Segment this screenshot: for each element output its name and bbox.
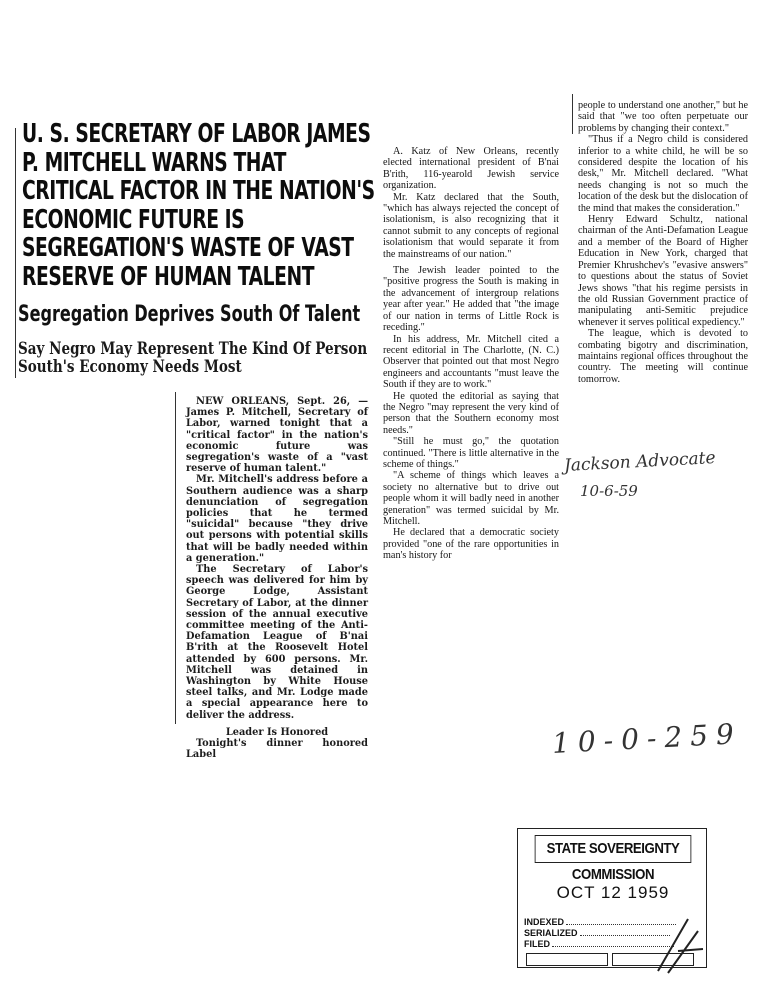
handwritten-date: 10-6-59 bbox=[580, 482, 638, 500]
col3-paragraph-3: Henry Edward Schultz, national chairman of the Anti-Defamation League and a member of the Board of Higher Education in New York, charged that Premier Khrushchev's "evasive answers" to questions about the status of Soviet Jews shows "that his regime persists in the old Russian Government practice of manipulating anti-Semitic prejudice whenever it serves political expediency." bbox=[578, 214, 748, 328]
col2-paragraph-4: In his address, Mr. Mitchell cited a recent editorial in The Charlotte, (N. C.) Observer that pointed out that most Negro engineers and accountants "must leave the South if they are to work." bbox=[383, 333, 559, 391]
handwritten-source: Jackson Advocate bbox=[563, 448, 717, 476]
handwritten-initials-icon bbox=[648, 911, 708, 981]
headline: U. S. SECRETARY OF LABOR JAMES P. MITCHELL WARNS THAT CRITICAL FACTOR IN THE NATION'S ECONOMIC FUTURE IS SEGREGATION'S WASTE OF VAST RESERVE OF HUMAN TALENT bbox=[22, 119, 375, 292]
commission-stamp bbox=[517, 828, 707, 968]
col3-paragraph-2: "Thus if a Negro child is considered inferior to a white child, he will be so considered despite the location of his desk," Mr. Mitchell declared. "What needs changing is not so much the location of the desk but the dislocation of the mind that makes the consideration." bbox=[578, 134, 748, 214]
col3-paragraph-1: people to understand one another," but he said that "we too often perpetuate our problems by changing their context." bbox=[578, 100, 748, 134]
col2-paragraph-6: "Still he must go," the quotation continued. "There is little alternative in the scheme of things." bbox=[383, 436, 559, 470]
col1-paragraph-1: NEW ORLEANS, Sept. 26, — James P. Mitchell, Secretary of Labor, warned tonight that a "critical factor" in the nation's economic future was segregation's waste of a "vast reserve of human talent." bbox=[186, 396, 368, 475]
col1-subhead: Leader Is Honored bbox=[225, 726, 329, 738]
article-column-3 bbox=[578, 100, 748, 385]
col2-paragraph-1: A. Katz of New Orleans, recently elected international president of B'nai B'rith, 116-yearold Jewish service organization. bbox=[383, 146, 559, 192]
stamp-date: OCT 12 1959 bbox=[556, 883, 670, 902]
col2-paragraph-2: Mr. Katz declared that the South, "which has always rejected the concept of isolationism, is also recognizing that it cannot submit to any concepts of regional isolationism that would separate it from the mainstreams of our nation." bbox=[383, 191, 559, 260]
clipping-border-top-right bbox=[572, 94, 573, 134]
col2-paragraph-8: He declared that a democratic society provided "one of the rare opportunities in man's history for bbox=[383, 527, 559, 562]
stamp-box-left bbox=[526, 953, 608, 966]
clipping-border-bottom bbox=[175, 392, 176, 724]
col2-paragraph-7: "A scheme of things which leaves a society no alternative but to drive out people whom it will badly need in another generation" was termed suicidal by Mr. Mitchell. bbox=[383, 470, 559, 527]
article-column-2 bbox=[383, 146, 559, 562]
stamp-indexed-label: INDEXED bbox=[524, 917, 565, 927]
stamp-serialized-label: SERIALIZED bbox=[524, 928, 578, 938]
col1-paragraph-3: The Secretary of Labor's speech was delivered for him by George Lodge, Assistant Secretary of Labor, at the dinner session of the annual executive committee meeting of the Anti-Defamation League of B'nai B'rith at the Roosevelt Hotel attended by 600 persons. Mr. Mitchell was detained in Washington by White House steel talks, and Mr. Lodge made a special appearance here to deliver the address. bbox=[186, 564, 368, 721]
col2-paragraph-5: He quoted the editorial as saying that the Negro "may represent the very kind of person that the Southern economy most needs." bbox=[383, 390, 559, 436]
clipping-border-left bbox=[15, 128, 16, 378]
col2-paragraph-3: The Jewish leader pointed to the "positive progress the South is making in the advancement of intergroup relations year after year." He added that "the image of our nation in terms of Little Rock is receding." bbox=[383, 265, 559, 334]
subheadline-secondary: Say Negro May Represent The Kind Of Person South's Economy Needs Most bbox=[18, 339, 368, 376]
col1-paragraph-2: Mr. Mitchell's address before a Southern audience was a sharp denunciation of segregation policies that he termed "suicidal" because "they drive out persons with potential skills that will be badly needed within a generation." bbox=[186, 474, 368, 564]
stamp-filed-label: FILED bbox=[524, 939, 550, 949]
stamp-title: STATE SOVEREIGNTY COMMISSION bbox=[535, 835, 692, 863]
article-column-1 bbox=[186, 396, 368, 761]
col3-paragraph-4: The league, which is devoted to combating bigotry and discrimination, maintains regional offices throughout the country. The meeting will continue tomorrow. bbox=[578, 328, 748, 385]
handwritten-file-number: 10-0-259 bbox=[551, 717, 743, 760]
col1-last-line: Tonight's dinner honored Label bbox=[186, 738, 368, 761]
subheadline: Segregation Deprives South Of Talent bbox=[18, 302, 361, 327]
